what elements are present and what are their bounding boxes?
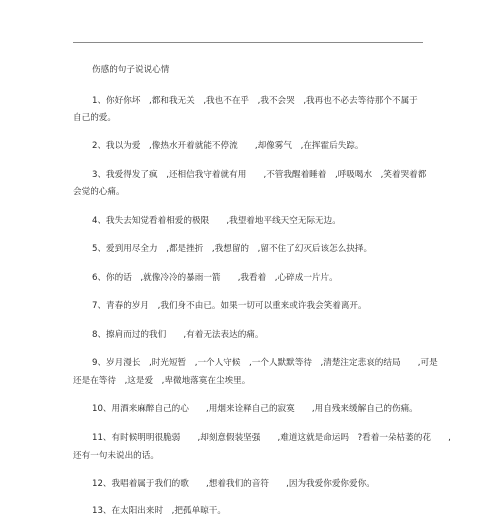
list-item-8: 8、擦肩而过的我们 ,有着无法表达的痛。 (92, 330, 264, 340)
list-item-11: 11、有时候明明很脆弱 ,却刻意假装坚强 ,难道这就是命运吗 ?看着一朵枯萎的花 , (92, 433, 451, 443)
list-item-3: 3、我爱得发了疯 ,还相信我守着就有用 ,不管我醒着睡着 ,呼吸喝水 ,笑着哭着都 (92, 170, 427, 180)
list-item-6: 6、你的话 ,就像冷冷的暴雨一箭 ,我看着 ,心碎成一片片。 (92, 273, 338, 283)
list-item-13: 13、在太阳出来时 ,把孤单晾干。 (92, 506, 226, 516)
list-item-11-continued: 还有一句未说出的话。 (73, 451, 159, 461)
list-item-1-continued: 自己的爱。 (73, 113, 116, 123)
list-item-12: 12、我唱着属于我们的歌 ,想着我们的音符 ,因为我爱你爱你爱你。 (92, 479, 375, 489)
list-item-10: 10、用酒来麻醉自己的心 ,用烟来诠释自己的寂寞 ,用自残来缓解自己的伤痛。 (92, 404, 418, 414)
document-title: 伤感的句子说说心情 (92, 65, 170, 75)
list-item-1: 1、你好你坏 ,都和我无关 ,我也不在乎 ,我不会哭 ,我再也不必去等待那个不属于 (92, 96, 418, 106)
list-item-9-continued: 还是在等待 ,这是爱 ,卑微地落寞在尘埃里。 (73, 376, 251, 386)
list-item-5: 5、爱到用尽全力 ,都是挫折 ,我想留的 ,留不住了幻灭后该怎么抉择。 (92, 244, 373, 254)
list-item-7: 7、青春的岁月 ,我们身不由已。如果一切可以重来或许我会笑着离开。 (92, 301, 367, 311)
list-item-3-continued: 会觉的心痛。 (73, 187, 125, 197)
list-item-9: 9、岁月漫长 ,时光短暂 ,一个人守候 ,一个人默默等待 ,清楚注定悲哀的结局 ,可是 (92, 358, 438, 368)
list-item-2: 2、我以为爱 ,像热水开着就能不停流 ,却像雾气 ,在挥霍后失踪。 (92, 141, 364, 151)
list-item-4: 4、我失去知觉看着相爱的极限 ,我望着地平线天空无际无边。 (92, 216, 341, 226)
header-rule (73, 42, 423, 43)
